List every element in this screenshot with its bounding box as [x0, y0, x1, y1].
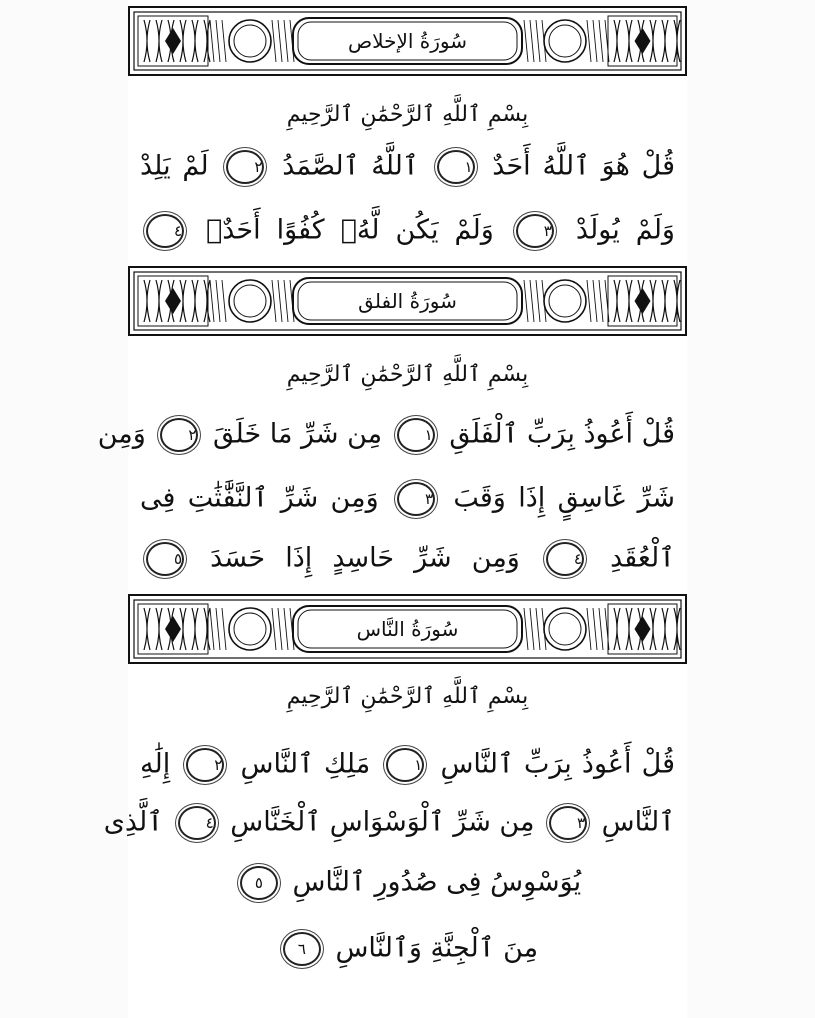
verse-text: وَمِن شَرِّ ٱلنَّفَّٰثَٰتِ فِى [140, 482, 379, 514]
verse-text: ٱلنَّاسِ [601, 806, 675, 838]
verse-text: مِن شَرِّ مَا خَلَقَ [213, 418, 383, 450]
surah-header [128, 594, 687, 664]
basmala: بِسْمِ ٱللَّهِ ٱلرَّحْمَٰنِ ٱلرَّحِيمِ [286, 362, 529, 387]
verse-text: مِن شَرِّ ٱلْوَسْوَاسِ ٱلْخَنَّاسِ [230, 806, 535, 838]
verse-line [140, 748, 675, 782]
surah-header [128, 6, 687, 76]
verse-line [140, 932, 675, 966]
verse-line [140, 214, 675, 248]
ayah-number-marker: ١ [386, 748, 424, 782]
verse-text: ٱلْعُقَدِ [610, 542, 675, 574]
verse-line [97, 418, 675, 452]
verse-text: لَمْ يَلِدْ [140, 150, 209, 182]
ayah-number-marker: ٣ [549, 806, 587, 840]
ayah-number-marker: ٢ [160, 418, 198, 452]
verse-text: يُوَسْوِسُ فِى صُدُورِ ٱلنَّاسِ [292, 866, 582, 898]
verse-text: وَلَمْ يُولَدْ [575, 214, 675, 246]
verse-line [140, 542, 675, 576]
verse-text: قُلْ أَعُوذُ بِرَبِّ ٱلنَّاسِ [440, 748, 675, 780]
ayah-number-marker: ٣ [397, 482, 435, 516]
verse-line [103, 806, 675, 840]
verse-line [140, 150, 675, 184]
ayah-number-marker: ٣ [516, 214, 554, 248]
verse-text: وَمِن [97, 418, 146, 450]
verse-text: وَلَمْ يَكُن لَّهُۥ كُفُوًا أَحَدٌۢ [206, 214, 494, 246]
surah-title: سُورَةُ الفلق [358, 289, 457, 313]
verse-text: مِنَ ٱلْجِنَّةِ وَٱلنَّاسِ [335, 932, 539, 964]
ayah-number-marker: ٤ [146, 214, 184, 248]
ayah-number-marker: ٤ [178, 806, 216, 840]
verse-line [140, 482, 675, 516]
surah-title: سُورَةُ النَّاس [356, 617, 459, 641]
verse-text: ٱللَّهُ ٱلصَّمَدُ [282, 150, 419, 182]
verse-line [140, 866, 675, 900]
verse-text: شَرِّ غَاسِقٍ إِذَا وَقَبَ [453, 482, 675, 514]
basmala: بِسْمِ ٱللَّهِ ٱلرَّحْمَٰنِ ٱلرَّحِيمِ [286, 102, 529, 127]
verse-text: وَمِن شَرِّ حَاسِدٍ إِذَا حَسَدَ [210, 542, 520, 574]
verse-text: ٱلَّذِى [103, 806, 164, 838]
ayah-number-marker: ٦ [283, 932, 321, 966]
surah-title: سُورَةُ الإخلاص [347, 29, 468, 53]
basmala: بِسْمِ ٱللَّهِ ٱلرَّحْمَٰنِ ٱلرَّحِيمِ [286, 684, 529, 709]
ayah-number-marker: ٢ [186, 748, 224, 782]
surah-header [128, 266, 687, 336]
verse-text: مَلِكِ ٱلنَّاسِ [240, 748, 371, 780]
verse-text: قُلْ أَعُوذُ بِرَبِّ ٱلْفَلَقِ [449, 418, 675, 450]
ayah-number-marker: ٢ [226, 150, 264, 184]
ayah-number-marker: ١ [397, 418, 435, 452]
ayah-number-marker: ٤ [546, 542, 584, 576]
ayah-number-marker: ٥ [240, 866, 278, 900]
ayah-number-marker: ٥ [146, 542, 184, 576]
verse-text: قُلْ هُوَ ٱللَّهُ أَحَدٌ [492, 150, 676, 182]
ayah-number-marker: ١ [437, 150, 475, 184]
verse-text: إِلَٰهِ [140, 748, 171, 780]
